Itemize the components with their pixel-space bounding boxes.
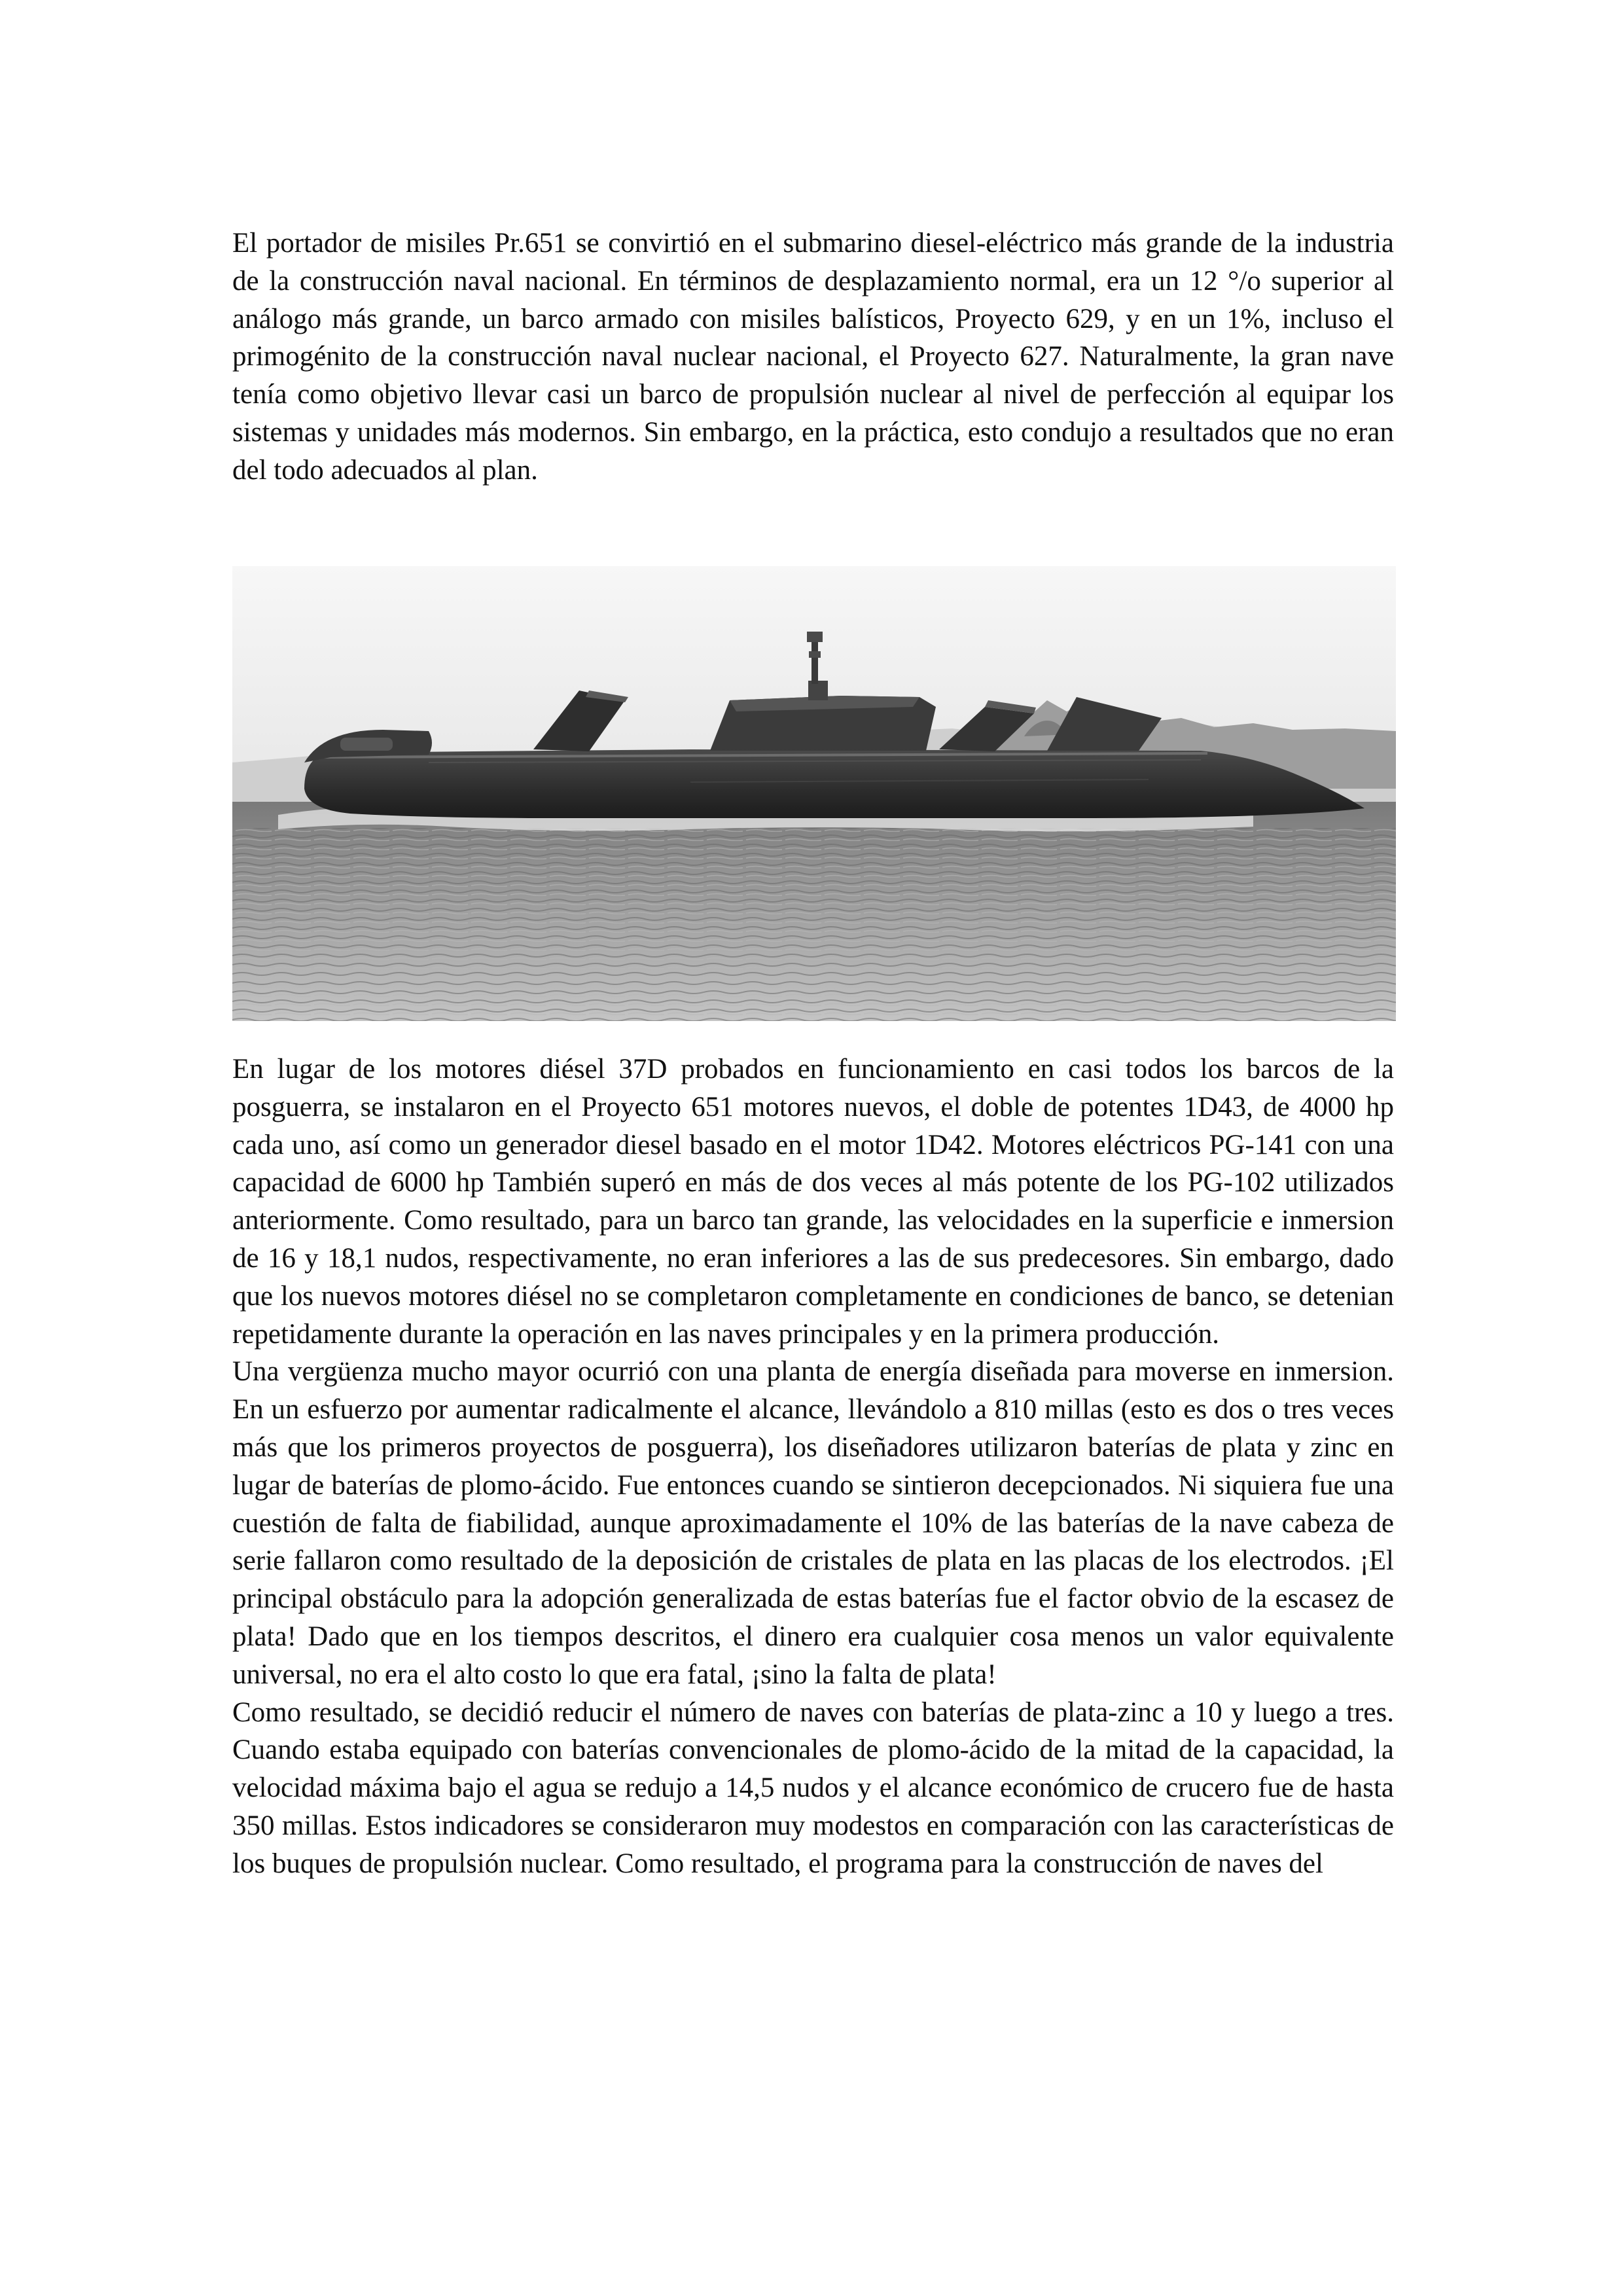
text-section-intro [232,224,1394,490]
paragraph-intro: El portador de misiles Pr.651 se convirtió en el submarino diesel-eléctrico más grande de la industria de la construcción naval nacional. En términos de desplazamiento normal, era un 12 °/o superior al análogo más grande, un barco armado con misiles balísticos, Proyecto 629, y en un 1%, incluso el primogénito de la construcción naval nuclear nacional, el Proyecto 627. Naturalmente, la gran nave tenía como objetivo llevar casi un barco de propulsión nuclear al nivel de perfección al equipar los sistemas y unidades más modernos. Sin embargo, en la práctica, esto condujo a resultados que no eran del todo adecuados al plan. [232,228,1394,486]
paragraph-engines: En lugar de los motores diésel 37D probados en funcionamiento en casi todos los barcos de la posguerra, se instalaron en el Proyecto 651 motores nuevos, el doble de potentes 1D43, de 4000 hp cada uno, así como un generador diesel basado en el motor 1D42. Motores eléctricos PG-141 con una capacidad de 6000 hp También superó en más de dos veces al más potente de los PG-102 utilizados anteriormente. Como resultado, para un barco tan grande, las velocidades en la superficie e inmersion de 16 y 18,1 nudos, respectivamente, no eran inferiores a las de sus predecesores. Sin embargo, dado que los nuevos motores diésel no se completaron completamente en condiciones de banco, se detenian repetidamente durante la operación en las naves principales y en la primera producción. [232,1054,1394,1350]
paragraph-batteries: Una vergüenza mucho mayor ocurrió con una planta de energía diseñada para moverse en inmersion. En un esfuerzo por aumentar radicalmente el alcance, llevándolo a 810 millas (esto es dos o tres veces más que los primeros proyectos de posguerra), los diseñadores utilizaron baterías de plata y zinc en lugar de baterías de plomo-ácido. Fue entonces cuando se sintieron decepcionados. Ni siquiera fue una cuestión de falta de fiabilidad, aunque aproximadamente el 10% de las baterías de la nave cabeza de serie fallaron como resultado de la deposición de cristales de plata en las placas de los electrodos. ¡El principal obstáculo para la adopción generalizada de estas baterías fue el factor obvio de la escasez de plata! Dado que en los tiempos descritos, el dinero era cualquier cosa menos un valor equivalente universal, no era el alto costo lo que era fatal, ¡sino la falta de plata! [232,1356,1394,1690]
submarine-photo [232,566,1396,1021]
text-section-engines [232,1050,1394,1883]
paragraph-result: Como resultado, se decidió reducir el número de naves con baterías de plata-zinc a 10 y luego a tres. Cuando estaba equipado con baterías convencionales de plomo-ácido de la mitad de la capacidad, la velocidad máxima bajo el agua se redujo a 14,5 nudos y el alcance económico de crucero fue de hasta 350 millas. Estos indicadores se consideraron muy modestos en comparación con las características de los buques de propulsión nuclear. Como resultado, el programa para la construcción de naves del [232,1696,1394,1879]
submarine-photo-icon [232,566,1396,1021]
